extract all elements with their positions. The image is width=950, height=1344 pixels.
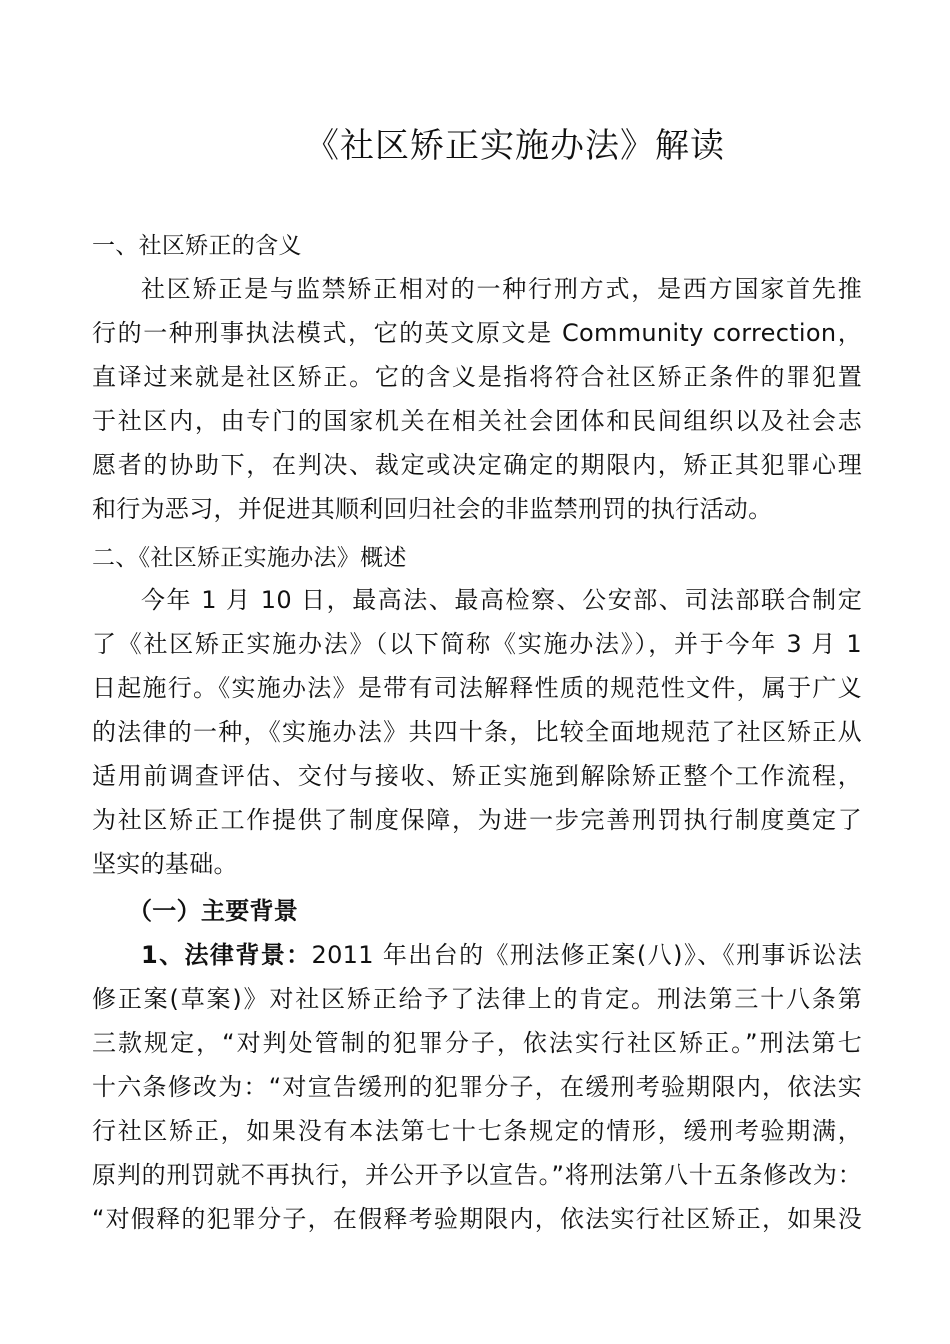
paragraph-line: “对假释的犯罪分子，在假释考验期限内，依法实行社区矫正，如果没 <box>92 1205 862 1233</box>
paragraph-line: 适用前调查评估、交付与接收、矫正实施到解除矫正整个工作流程， <box>92 762 862 790</box>
paragraph-line: 今年 1 月 10 日，最高法、最高检察、公安部、司法部联合制定 <box>141 586 863 614</box>
paragraph-line: 愿者的协助下，在判决、裁定或决定确定的期限内，矫正其犯罪心理 <box>92 451 862 479</box>
paragraph-line: 了《社区矫正实施办法》（以下简称《实施办法》），并于今年 3 月 1 <box>92 630 862 658</box>
paragraph-line: 坚实的基础。 <box>92 850 238 878</box>
paragraph-line: 原判的刑罚就不再执行，并公开予以宣告。”将刑法第八十五条修改为： <box>92 1161 862 1189</box>
item-text: 2011 年出台的《刑法修正案(八)》、《刑事诉讼法 <box>311 941 862 969</box>
paragraph-line: 日起施行。《实施办法》是带有司法解释性质的规范性文件，属于广义 <box>92 674 862 702</box>
paragraph-line: 和行为恶习，并促进其顺利回归社会的非监禁刑罚的执行活动。 <box>92 495 773 523</box>
paragraph-line: 十六条修改为：“对宣告缓刑的犯罪分子，在缓刑考验期限内，依法实 <box>92 1073 862 1101</box>
paragraph-line: 行社区矫正，如果没有本法第七十七条规定的情形，缓刑考验期满， <box>92 1117 862 1145</box>
paragraph-line: 直译过来就是社区矫正。它的含义是指将符合社区矫正条件的罪犯置 <box>92 363 862 391</box>
paragraph-line: 三款规定，“对判处管制的犯罪分子，依法实行社区矫正。”刑法第七 <box>92 1029 862 1057</box>
paragraph-line: 于社区内，由专门的国家机关在相关社会团体和民间组织以及社会志 <box>92 407 862 435</box>
subsection-heading: （一）主要背景 <box>128 897 299 925</box>
section-heading: 一、社区矫正的含义 <box>92 233 302 259</box>
paragraph-line: 社区矫正是与监禁矫正相对的一种行刑方式，是西方国家首先推 <box>141 275 862 303</box>
item-label: 1、法律背景： <box>141 941 312 969</box>
paragraph-line <box>141 937 862 973</box>
paragraph-line: 修正案(草案)》对社区矫正给予了法律上的肯定。刑法第三十八条第 <box>92 985 862 1013</box>
section-heading: 二、《社区矫正实施办法》概述 <box>92 545 407 571</box>
paragraph-line: 行的一种刑事执法模式，它的英文原文是 Community correction， <box>92 319 862 347</box>
paragraph-line: 的法律的一种，《实施办法》共四十条，比较全面地规范了社区矫正从 <box>92 718 862 746</box>
document-title: 《社区矫正实施办法》解读 <box>305 126 725 166</box>
paragraph-line: 为社区矫正工作提供了制度保障，为进一步完善刑罚执行制度奠定了 <box>92 806 862 834</box>
